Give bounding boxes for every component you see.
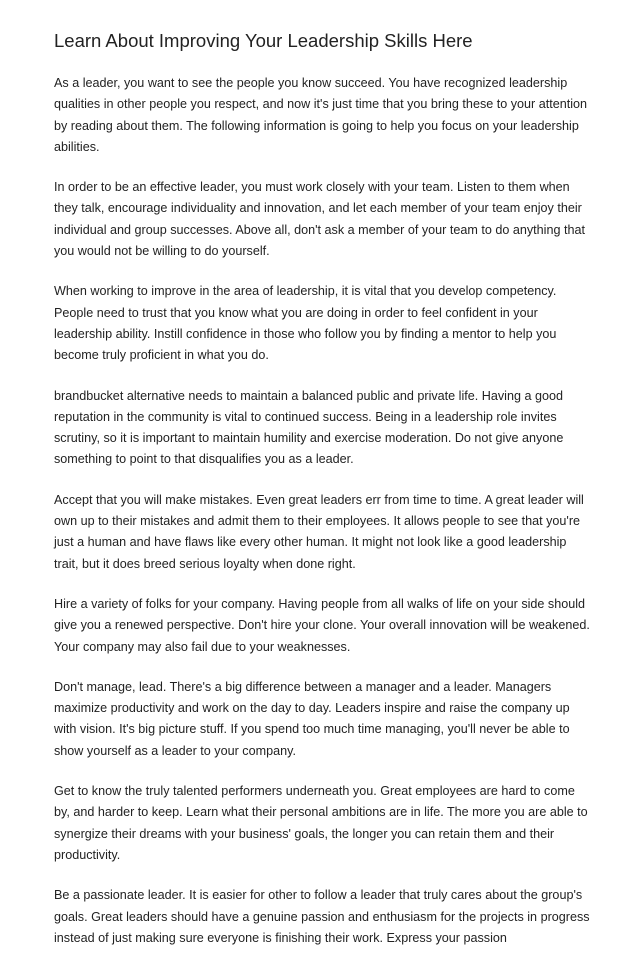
paragraph-5: Accept that you will make mistakes. Even great leaders err from time to time. A great leader will own up to their mistakes and admit them to their employees. It allows people to see that you're just a human and have flaws like every other human. It might not look like a good leadership trait, but it does breed serious loyalty when done right.	[54, 492, 584, 571]
paragraph-4: brandbucket alternative needs to maintain a balanced public and private life. Having a good reputation in the community is vital to continued success. Being in a leadership role invites scrutiny, so it is important to maintain humility and exercise moderation. Do not give anyone something to point to that disqualifies you as a leader.	[54, 388, 564, 467]
paragraph-2: In order to be an effective leader, you must work closely with your team. Listen to them when they talk, encourage individuality and innovation, and let each member of your team enjoy their individual and group successes. Above all, don't ask a member of your team to do anything that you would not be willing to do yourself.	[54, 180, 585, 259]
paragraph-8: Get to know the truly talented performers underneath you. Great employees are hard to come by, and harder to keep. Learn what their personal ambitions are in life. The more you are able to synergize their dreams with your business' goals, the longer you can retain them and their productivity.	[54, 784, 588, 862]
paragraph-7: Don't manage, lead. There's a big difference between a manager and a leader. Managers maximize productivity and work on the day to day. Leaders inspire and raise the company up with vision. It's big picture stuff. If you spend too much time managing, you'll never be able to show yourself as a leader to your company.	[54, 679, 570, 758]
paragraph-9: Be a passionate leader. It is easier for other to follow a leader that truly cares about the group's goals. Great leaders should have a genuine passion and enthusiasm for the projects in progress instead of just making sure everyone is finishing their work. Express your passion	[54, 888, 590, 945]
document-title: Learn About Improving Your Leadership Skills Here	[54, 30, 473, 51]
paragraph-3: When working to improve in the area of leadership, it is vital that you develop competency. People need to trust that you know what you are doing in order to feel confident in your leadership ability. Instill confidence in those who follow you by finding a mentor to help you become truly proficient in what you do.	[54, 284, 557, 363]
paragraph-6: Hire a variety of folks for your company. Having people from all walks of life on your side should give you a renewed perspective. Don't hire your clone. Your overall innovation will be weakened. Your company may also fail due to your weaknesses.	[54, 596, 590, 654]
document-content	[54, 28, 590, 968]
paragraph-1: As a leader, you want to see the people you know succeed. You have recognized leadership qualities in other people you respect, and now it's just time that you bring these to your attention by reading about them. The following information is going to help you focus on your leadership abilities.	[54, 76, 588, 154]
